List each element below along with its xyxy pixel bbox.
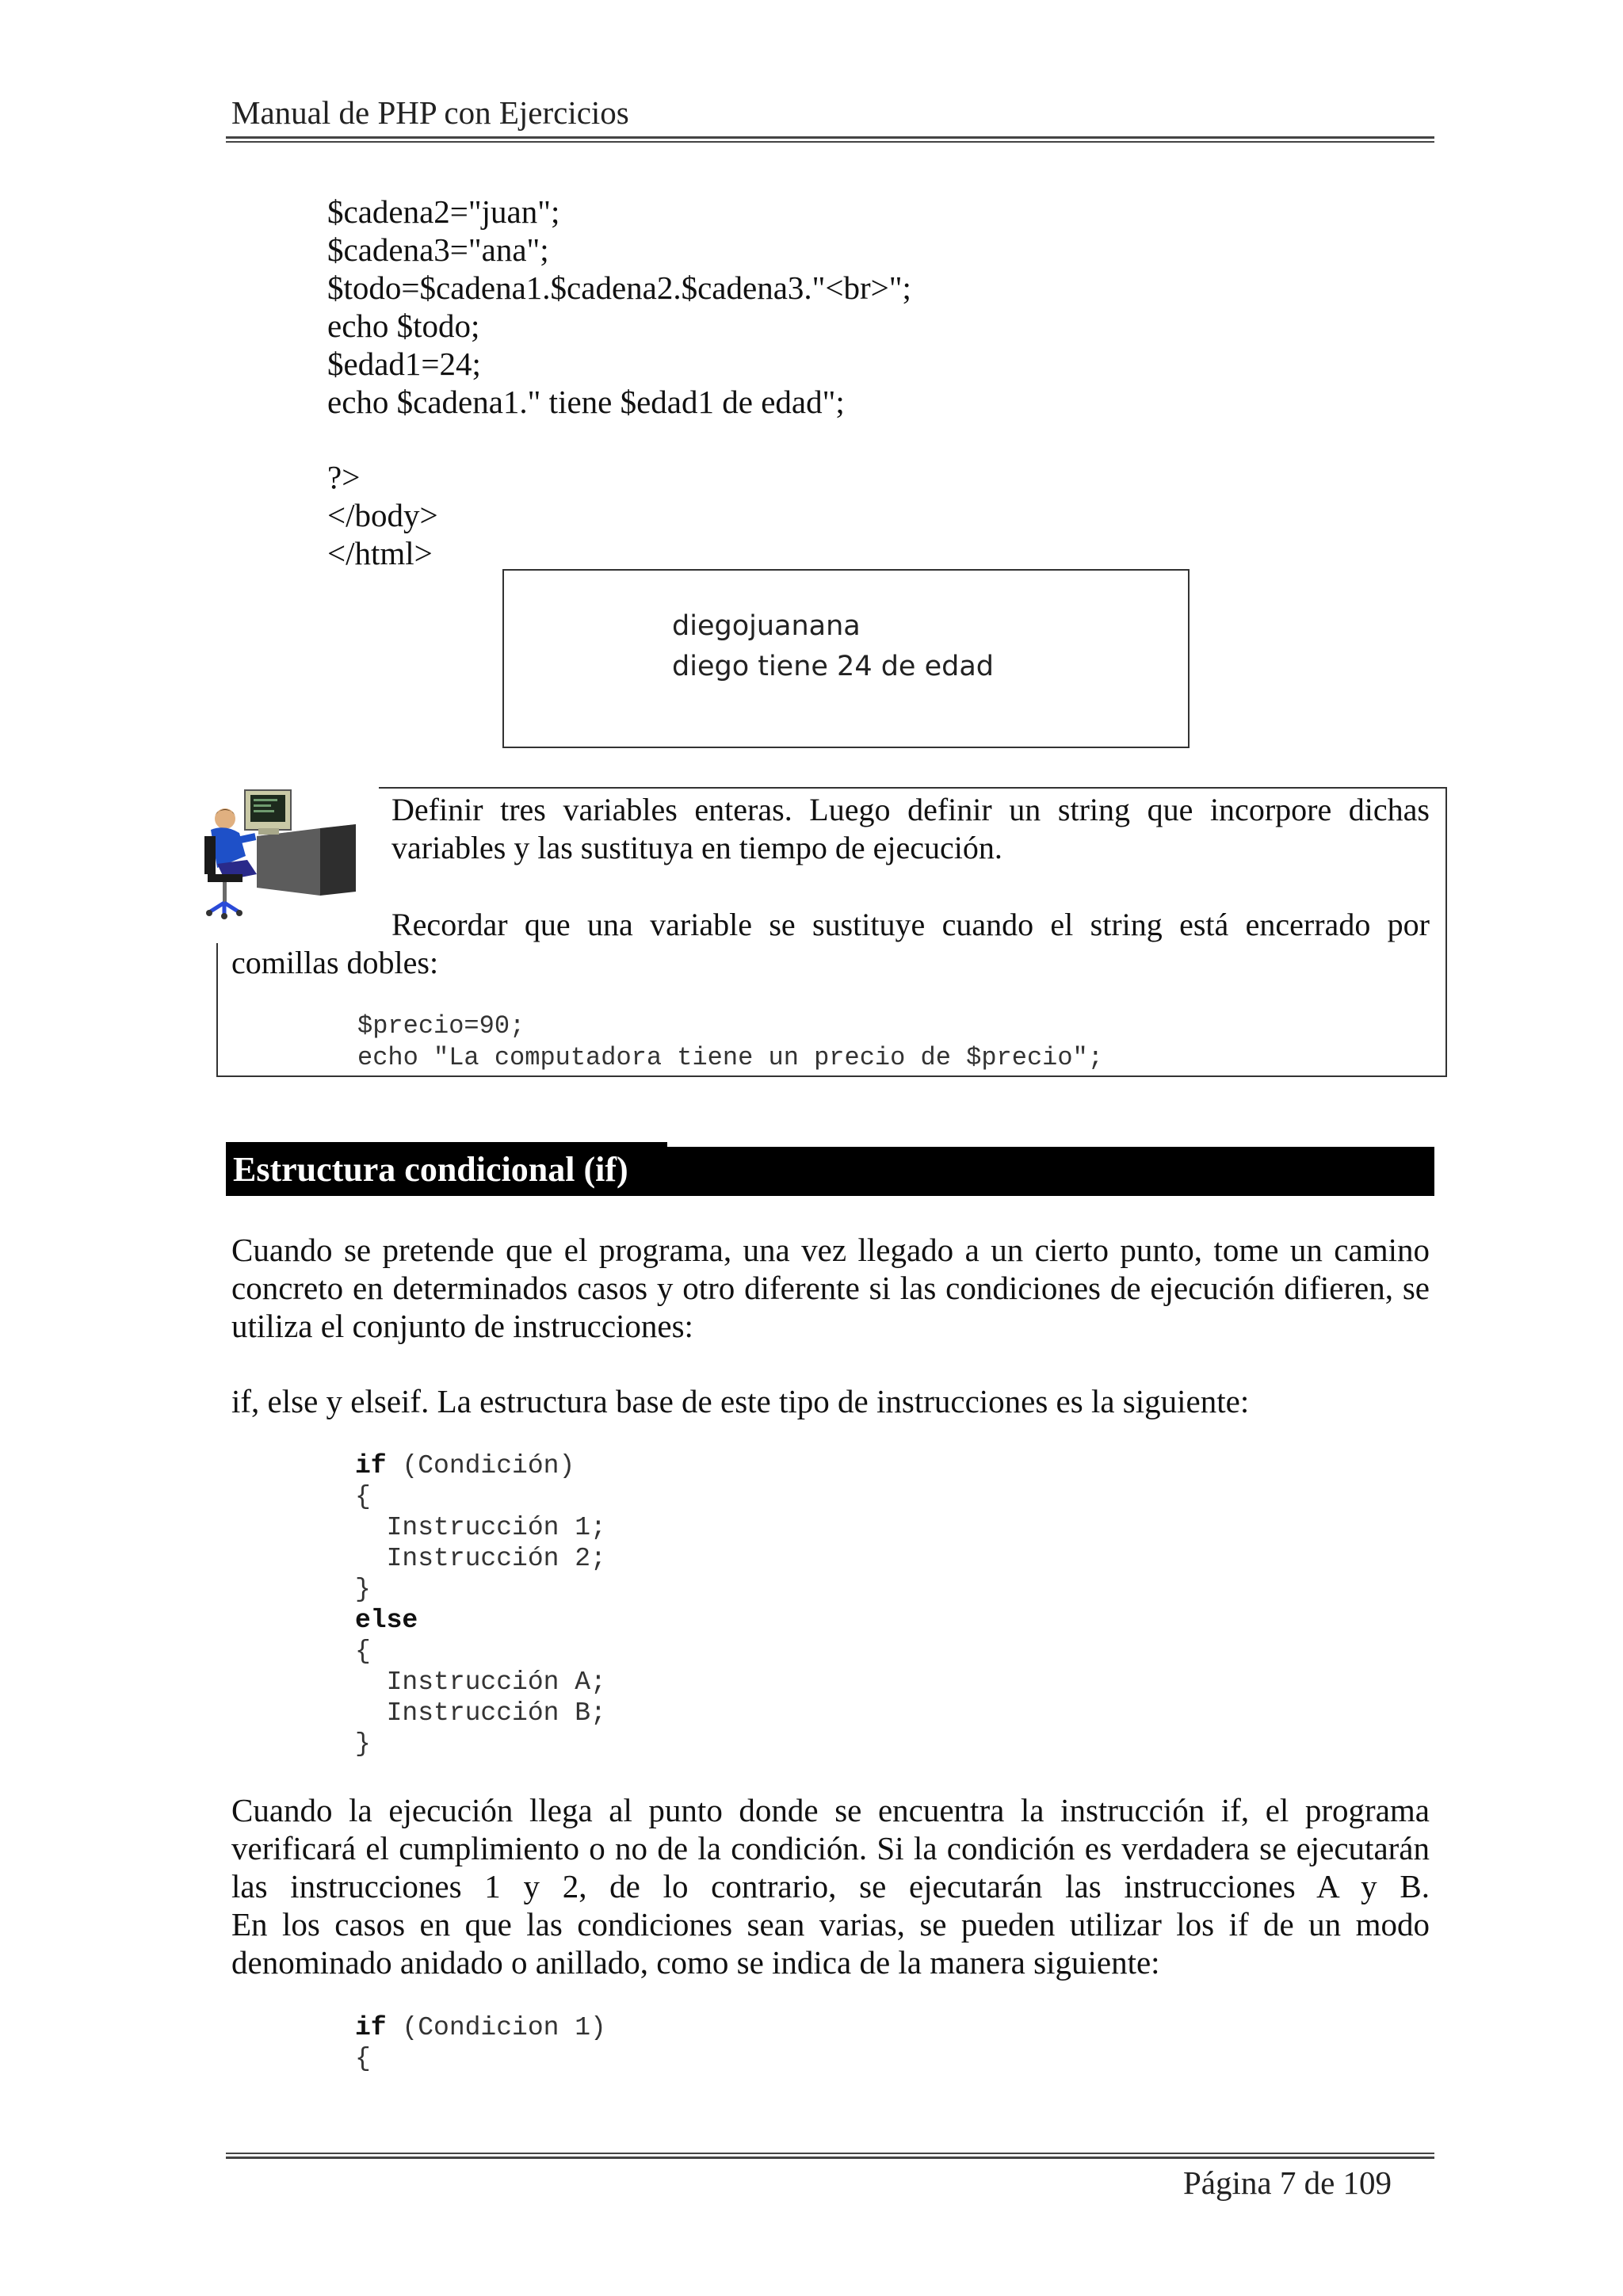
exercise-text: Definir tres variables enteras. Luego definir un string que incorpore dichas variables y las sustituya en tiempo de ejecución.	[391, 792, 1430, 865]
section-title: Estructura condicional (if)	[233, 1150, 628, 1189]
code-line: }	[355, 1575, 371, 1604]
code-line	[355, 1450, 575, 1481]
paragraph-line: denominado anidado o anillado, como se indica de la manera siguiente:	[231, 1944, 1160, 1981]
code-line: </html>	[327, 535, 433, 571]
code-line: {	[355, 1637, 371, 1666]
page-header-title: Manual de PHP con Ejercicios	[231, 94, 629, 131]
code-line: Instrucción 1;	[355, 1513, 606, 1542]
code-line: $edad1=24;	[327, 346, 481, 382]
paragraph-line: concreto en determinados casos y otro diferente si las condiciones de ejecución difieren, se	[231, 1270, 1430, 1306]
code-keyword: if	[355, 2013, 387, 2042]
code-line: Instrucción 2;	[355, 1544, 606, 1573]
code-text: (Condición)	[386, 1451, 575, 1480]
code-line: {	[355, 1482, 371, 1511]
paragraph-line: verificará el cumplimiento o no de la condición. Si la condición es verdadera se ejecutarán	[231, 1830, 1430, 1866]
header-rule	[226, 136, 1434, 139]
output-line: diegojuanana	[672, 610, 861, 642]
code-line: echo $todo;	[327, 308, 480, 344]
exercise-code-line: echo "La computadora tiene un precio de $precio";	[357, 1043, 1103, 1072]
code-line: ?>	[327, 459, 361, 495]
output-box	[502, 569, 1190, 748]
paragraph-line: Cuando la ejecución llega al punto donde se encuentra la instrucción if, el programa	[231, 1792, 1430, 1828]
header-rule	[226, 141, 1434, 143]
exercise-code-line: $precio=90;	[357, 1011, 525, 1041]
code-line: $cadena3="ana";	[327, 231, 549, 268]
exercise-text: Recordar que una variable se sustituye cuando el string está encerrado por	[391, 907, 1430, 942]
code-line	[355, 2012, 606, 2043]
code-line: Instrucción B;	[355, 1698, 606, 1728]
paragraph-line: las instrucciones 1 y 2, de lo contrario, se ejecutarán las instrucciones A y B.	[231, 1868, 1430, 1904]
code-line: echo $cadena1." tiene $edad1 de edad";	[327, 384, 845, 420]
footer-rule	[226, 2157, 1434, 2159]
code-line: Instrucción A;	[355, 1668, 606, 1697]
code-text: (Condicion 1)	[386, 2013, 606, 2042]
exercise-text: comillas dobles:	[231, 945, 439, 980]
code-line: {	[355, 2044, 371, 2073]
section-heading-bar-notch	[667, 1142, 1434, 1147]
computer-user-icon	[201, 781, 360, 919]
code-keyword: if	[355, 1451, 387, 1480]
page-number: Página 7 de 109	[1183, 2164, 1392, 2201]
paragraph-line: utiliza el conjunto de instrucciones:	[231, 1308, 693, 1344]
body-paragraph	[231, 1231, 1430, 1345]
code-line: }	[355, 1729, 371, 1759]
code-line: </body>	[327, 497, 438, 533]
body-paragraph: if, else y elseif. La estructura base de este tipo de instrucciones es la siguiente:	[231, 1383, 1250, 1419]
paragraph-line: En los casos en que las condiciones sean varias, se pueden utilizar los if de un modo	[231, 1906, 1430, 1943]
code-line: $cadena2="juan";	[327, 193, 560, 230]
code-keyword: else	[355, 1606, 418, 1635]
code-line	[355, 1605, 418, 1636]
output-line: diego tiene 24 de edad	[672, 651, 995, 682]
footer-rule	[226, 2153, 1434, 2154]
paragraph-line: Cuando se pretende que el programa, una vez llegado a un cierto punto, tome un camino	[231, 1232, 1430, 1268]
body-paragraph	[231, 1791, 1430, 1981]
code-line: $todo=$cadena1.$cadena2.$cadena3."<br>";	[327, 269, 911, 306]
